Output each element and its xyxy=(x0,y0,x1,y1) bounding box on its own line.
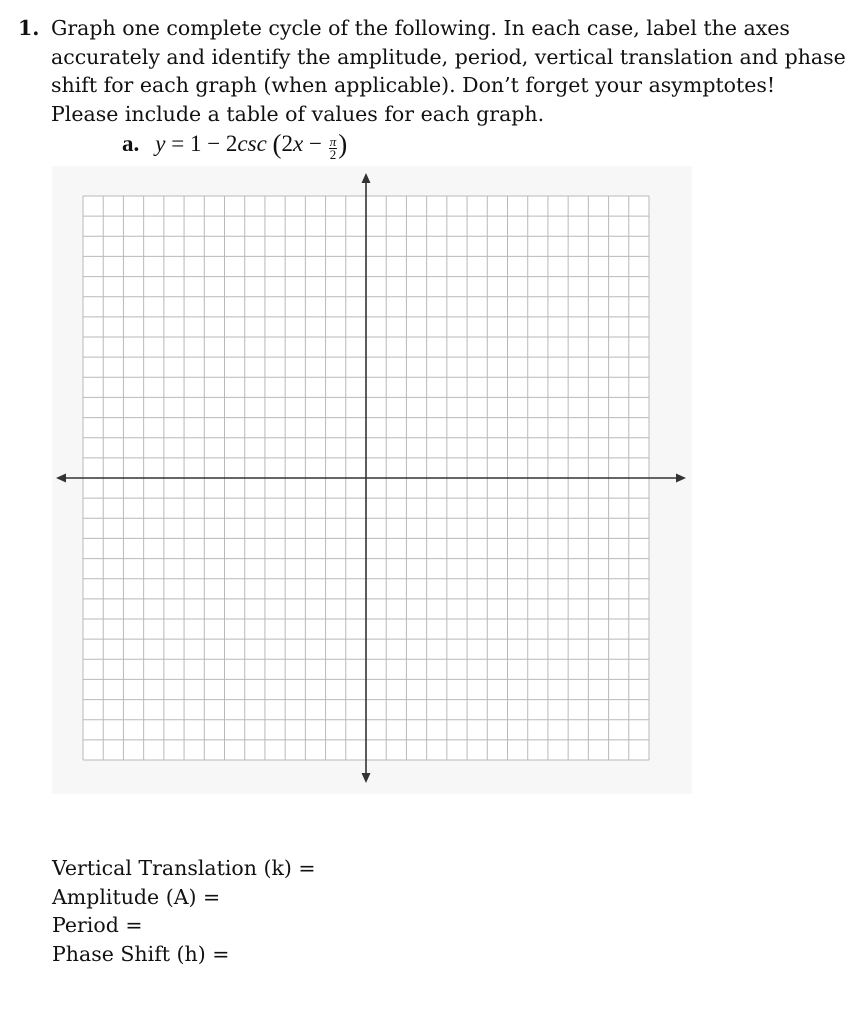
question-number: 1. xyxy=(18,16,40,40)
equation-constant: = 1 − 2 xyxy=(165,131,238,156)
vertical-translation-label: Vertical Translation (k) = xyxy=(52,856,316,880)
equation-coefficient: 2 xyxy=(281,131,294,156)
question-text: Graph one complete cycle of the following. In each case, label the axes accurately and identify the amplitude, period, vertical translation and phase shift for each graph (when applicable). Don’t forget your asymptotes! Please include a table of values for each graph. xyxy=(51,16,846,126)
phase-shift-label: Phase Shift (h) = xyxy=(52,941,230,966)
equation-open-paren: ( xyxy=(272,129,282,159)
equation-minus: − xyxy=(303,131,328,156)
equation-variable: x xyxy=(293,131,304,156)
amplitude-label: Amplitude (A) = xyxy=(52,884,221,909)
equation-fraction xyxy=(329,136,338,161)
fraction-numerator: π xyxy=(329,134,337,149)
answer-section xyxy=(52,854,316,968)
equation-close-paren: ) xyxy=(338,129,348,159)
period-label: Period = xyxy=(52,913,143,937)
part-a-equation xyxy=(122,129,347,161)
equation-lhs: y xyxy=(155,131,166,156)
part-a-label: a. xyxy=(122,131,140,156)
question-1 xyxy=(18,14,848,128)
equation-function: csc xyxy=(237,131,267,156)
coordinate-grid[interactable] xyxy=(52,166,692,794)
fraction-denominator: 2 xyxy=(329,147,337,162)
